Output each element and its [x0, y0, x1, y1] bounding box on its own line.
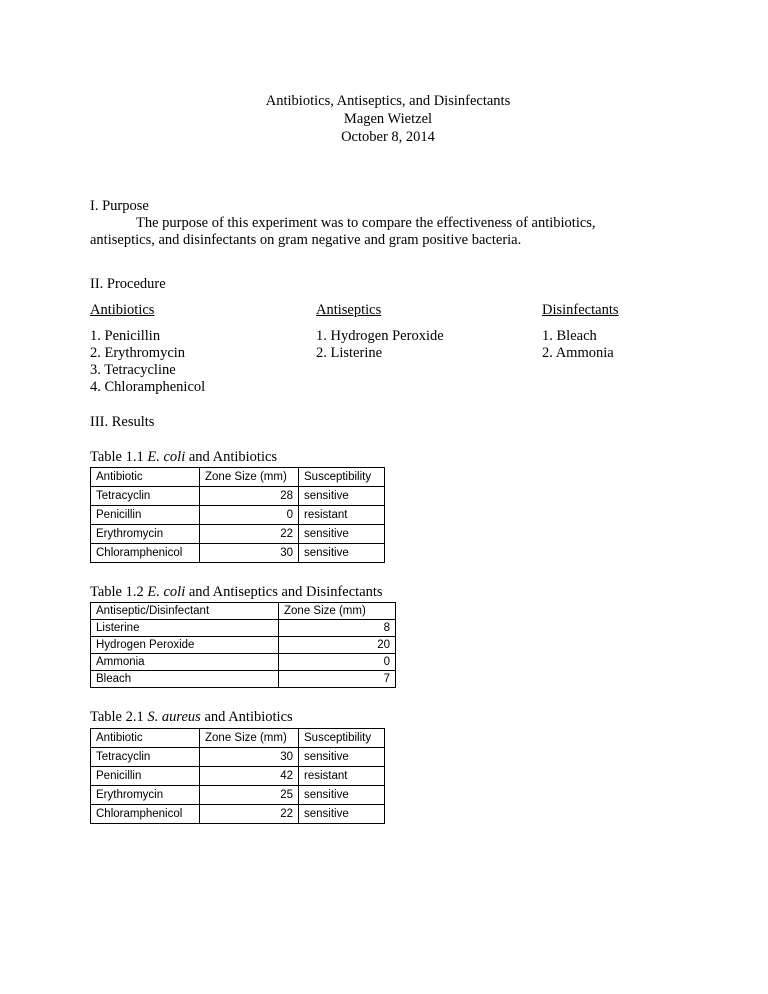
table-cell: 8 — [279, 620, 396, 637]
list-item: 2. Ammonia — [542, 345, 614, 361]
disinfectants-list — [542, 328, 614, 362]
table-cell: 30 — [200, 544, 299, 563]
purpose-text-line-1: The purpose of this experiment was to compare the effectiveness of antibiotics, — [136, 215, 596, 231]
disinfectants-heading: Disinfectants — [542, 302, 619, 318]
table-cell: resistant — [299, 767, 385, 786]
purpose-heading: I. Purpose — [90, 198, 149, 214]
table-cell: 42 — [200, 767, 299, 786]
antiseptics-list — [316, 328, 444, 362]
table-row — [91, 544, 385, 563]
table-row — [91, 506, 385, 525]
table-header-cell: Antiseptic/Disinfectant — [91, 603, 279, 620]
table-header-cell: Susceptibility — [299, 729, 385, 748]
table-cell: Erythromycin — [91, 786, 200, 805]
table-header-row — [91, 603, 396, 620]
table-cell: sensitive — [299, 786, 385, 805]
procedure-heading: II. Procedure — [90, 276, 166, 292]
table-1-2 — [90, 602, 396, 688]
table-cell: Bleach — [91, 671, 279, 688]
table-cell: 28 — [200, 487, 299, 506]
purpose-text-line-2: antiseptics, and disinfectants on gram negative and gram positive bacteria. — [90, 232, 522, 248]
document-header — [0, 92, 768, 146]
table-cell: Tetracyclin — [91, 487, 200, 506]
table-row — [91, 525, 385, 544]
table-2-1-caption: Table 2.1 S. aureus and Antibiotics — [90, 709, 293, 725]
antibiotics-heading: Antibiotics — [90, 302, 155, 318]
table-cell: 25 — [200, 786, 299, 805]
caption-organism: S. aureus — [147, 709, 201, 725]
document-title: Antibiotics, Antiseptics, and Disinfectants — [265, 93, 511, 109]
table-2-1 — [90, 728, 385, 824]
table-cell: Chloramphenicol — [91, 544, 200, 563]
table-cell: 30 — [200, 748, 299, 767]
list-item: 1. Penicillin — [90, 328, 161, 344]
table-header-row — [91, 468, 385, 487]
table-cell: resistant — [299, 506, 385, 525]
table-1-2-caption: Table 1.2 E. coli and Antiseptics and Disinfectants — [90, 584, 383, 600]
list-item: 4. Chloramphenicol — [90, 379, 206, 395]
table-header-cell: Susceptibility — [299, 468, 385, 487]
table-cell: 22 — [200, 805, 299, 824]
table-row — [91, 805, 385, 824]
table-row — [91, 786, 385, 805]
table-row — [91, 671, 396, 688]
table-cell: Ammonia — [91, 654, 279, 671]
table-row — [91, 620, 396, 637]
table-row — [91, 487, 385, 506]
table-cell: sensitive — [299, 748, 385, 767]
table-row — [91, 748, 385, 767]
caption-organism: E. coli — [147, 584, 186, 600]
list-item: 3. Tetracycline — [90, 362, 176, 378]
table-header-cell: Antibiotic — [91, 729, 200, 748]
table-cell: Hydrogen Peroxide — [91, 637, 279, 654]
table-cell: 7 — [279, 671, 396, 688]
table-header-cell: Antibiotic — [91, 468, 200, 487]
antiseptics-heading: Antiseptics — [316, 302, 382, 318]
table-1-1-caption: Table 1.1 E. coli and Antibiotics — [90, 449, 278, 465]
table-1-1 — [90, 467, 385, 563]
table-cell: 0 — [279, 654, 396, 671]
caption-organism: E. coli — [147, 449, 186, 465]
table-cell: Penicillin — [91, 506, 200, 525]
list-item: 2. Erythromycin — [90, 345, 186, 361]
table-cell: Chloramphenicol — [91, 805, 200, 824]
antibiotics-list — [90, 328, 205, 396]
table-cell: sensitive — [299, 544, 385, 563]
table-cell: Penicillin — [91, 767, 200, 786]
document-author: Magen Wietzel — [343, 111, 433, 127]
table-cell: sensitive — [299, 525, 385, 544]
table-cell: Listerine — [91, 620, 279, 637]
table-header-row — [91, 729, 385, 748]
table-cell: Tetracyclin — [91, 748, 200, 767]
table-cell: Erythromycin — [91, 525, 200, 544]
table-cell: 20 — [279, 637, 396, 654]
table-cell: 22 — [200, 525, 299, 544]
table-row — [91, 637, 396, 654]
table-cell: sensitive — [299, 805, 385, 824]
table-header-cell: Zone Size (mm) — [200, 468, 299, 487]
table-row — [91, 654, 396, 671]
table-cell: sensitive — [299, 487, 385, 506]
list-item: 1. Bleach — [542, 328, 597, 344]
table-header-cell: Zone Size (mm) — [200, 729, 299, 748]
list-item: 2. Listerine — [316, 345, 383, 361]
table-cell: 0 — [200, 506, 299, 525]
document-date: October 8, 2014 — [341, 129, 435, 145]
table-row — [91, 767, 385, 786]
results-heading: III. Results — [90, 414, 155, 430]
list-item: 1. Hydrogen Peroxide — [316, 328, 444, 344]
table-header-cell: Zone Size (mm) — [279, 603, 396, 620]
